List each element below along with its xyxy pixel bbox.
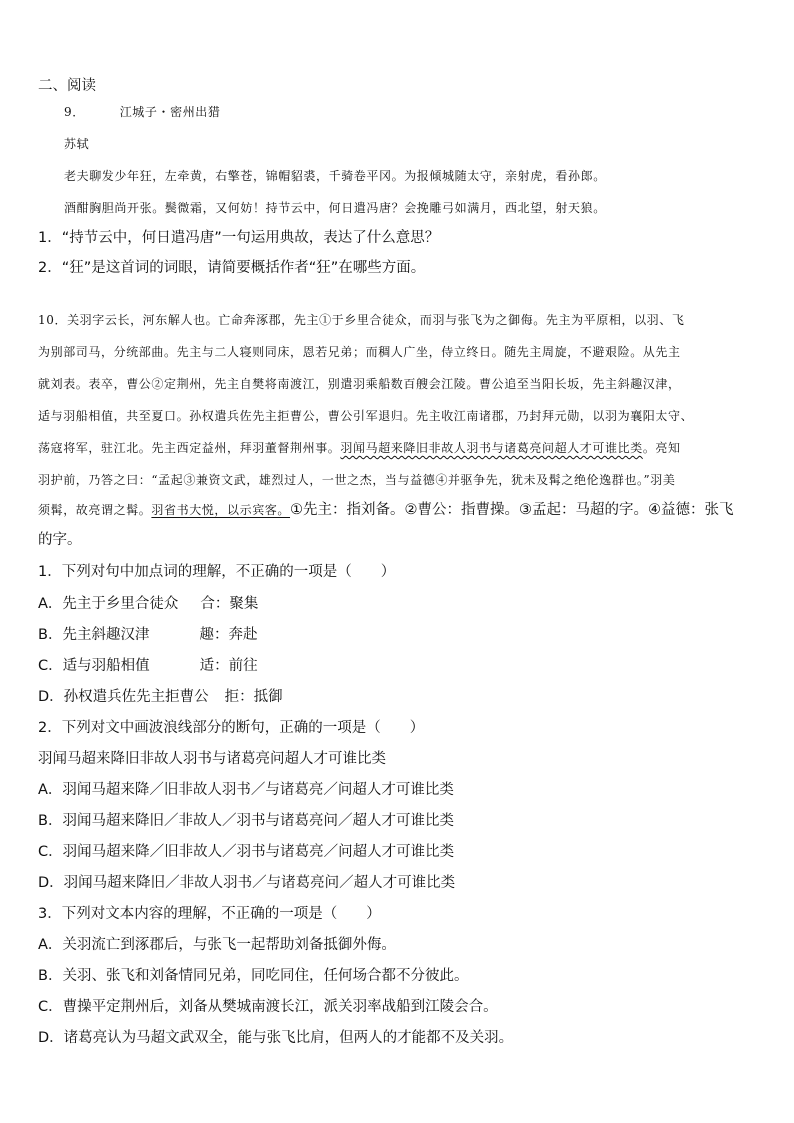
option-gloss: 合：聚集	[200, 596, 259, 612]
question-3-stem: 3．下列对文本内容的理解，不正确的一项是（ ）	[38, 906, 381, 922]
passage-line: 羽护前，乃答之曰：“孟起③兼资文武，雄烈过人，一世之杰，当与益德④并驱争先，犹未及髯之绝伦逸群也。”羽美	[38, 473, 676, 487]
question-2-option-d: D．羽闻马超来降旧／非故人羽书／与诸葛亮问／超人才可谁比类	[38, 875, 456, 891]
question-3-option-d: D．诸葛亮认为马超文武双全，能与张飞比肩，但两人的才能都不及关羽。	[38, 1030, 514, 1046]
option-text: C．适与羽船相值	[38, 658, 150, 674]
footnotes-end: 的字。	[38, 532, 82, 548]
passage-text: 荡寇将军，驻江北。先主西定益州，拜羽董督荆州事。	[38, 441, 341, 455]
poem-question-1: 1．“持节云中，何日遣冯唐”一句运用典故，表达了什么意思？	[38, 230, 440, 246]
question-2-stem: 2．下列对文中画波浪线部分的断句，正确的一项是（ ）	[38, 720, 425, 736]
option-gloss: 趣：奔赴	[199, 627, 258, 643]
passage-line: 为别部司马，分统部曲。先主与二人寝则同床，恩若兄弟；而稠人广坐，侍立终日。随先主周旋，不避艰险。从先主	[38, 345, 681, 359]
question-1-option-d	[38, 687, 283, 707]
passage-line-with-wavy	[38, 438, 681, 458]
option-text: B．先主斜趣汉津	[38, 627, 150, 643]
question-3-option-a: A．关羽流亡到涿郡后，与张飞一起帮助刘备抵御外侮。	[38, 937, 396, 953]
option-text: A．先主于乡里合徒众	[38, 596, 179, 612]
question-1-option-a	[38, 594, 258, 614]
option-gloss: 拒：抵御	[224, 689, 283, 705]
option-text: D．孙权遣兵佐先主拒曹公	[38, 689, 209, 705]
poem-line-2: 酒酣胸胆尚开张。鬓微霜，又何妨！持节云中，何日遣冯唐？会挽雕弓如满月，西北望，射天狼。	[64, 201, 606, 215]
underlined-sentence: 羽省书大悦，以示宾客。	[151, 503, 291, 517]
question-2-option-a: A．羽闻马超来降／旧非故人羽书／与诸葛亮／问超人才可谁比类	[38, 782, 454, 798]
question-2-subject: 羽闻马超来降旧非故人羽书与诸葛亮问超人才可谁比类	[38, 751, 386, 767]
question-1-option-c	[38, 656, 258, 676]
footnotes: ①先主：指刘备。②曹公：指曹操。③孟起：马超的字。④益德：张飞	[290, 502, 734, 518]
poem-heading	[64, 102, 221, 122]
wavy-underlined-segment: 羽闻马超来降旧非故人羽书与诸葛亮问超人才可谁比类	[340, 441, 643, 455]
question-number: 9．	[64, 105, 85, 119]
question-3-option-b: B．关羽、张飞和刘备情同兄弟，同吃同住，任何场合都不分彼此。	[38, 968, 469, 984]
passage-line: 10．关羽字云长，河东解人也。亡命奔涿郡，先主①于乡里合徒众，而羽与张飞为之御侮。先主为平原相，以羽、飞	[38, 313, 685, 327]
poem-question-2: 2．“狂”是这首词的词眼，请简要概括作者“狂”在哪些方面。	[38, 260, 426, 276]
question-2-option-b: B．羽闻马超来降旧／非故人／羽书与诸葛亮问／超人才可谁比类	[38, 813, 454, 829]
question-1-stem: 1．下列对句中加点词的理解，不正确的一项是（ ）	[38, 564, 396, 580]
option-gloss: 适：前往	[199, 658, 258, 674]
passage-text: 。亮知	[642, 441, 681, 455]
poem-title: 江城子・密州出猎	[119, 105, 221, 119]
passage-line: 就刘表。表卒，曹公②定荆州，先主自樊将南渡江，别遣羽乘船数百艘会江陵。曹公追至当阳长坂，先主斜趣汉津，	[38, 377, 681, 391]
poem-line-1: 老夫聊发少年狂，左牵黄，右擎苍，锦帽貂裘，千骑卷平冈。为报倾城随太守，亲射虎，看孙郎。	[64, 169, 606, 183]
question-1-option-b	[38, 625, 257, 645]
question-2-option-c: C．羽闻马超来降／旧非故人／羽书与诸葛亮／问超人才可谁比类	[38, 844, 455, 860]
poem-author: 苏轼	[64, 137, 90, 151]
passage-line-with-notes	[38, 500, 734, 520]
section-title: 二、阅读	[38, 78, 96, 94]
passage-text: 须髯，故亮谓之髯。	[38, 503, 152, 517]
passage-line: 适与羽船相值，共至夏口。孙权遣兵佐先主拒曹公，曹公引军退归。先主收江南诸郡，乃封拜元勋，以羽为襄阳太守、	[38, 409, 694, 423]
question-3-option-c: C．曹操平定荆州后，刘备从樊城南渡长江，派关羽率战船到江陵会合。	[38, 999, 498, 1015]
